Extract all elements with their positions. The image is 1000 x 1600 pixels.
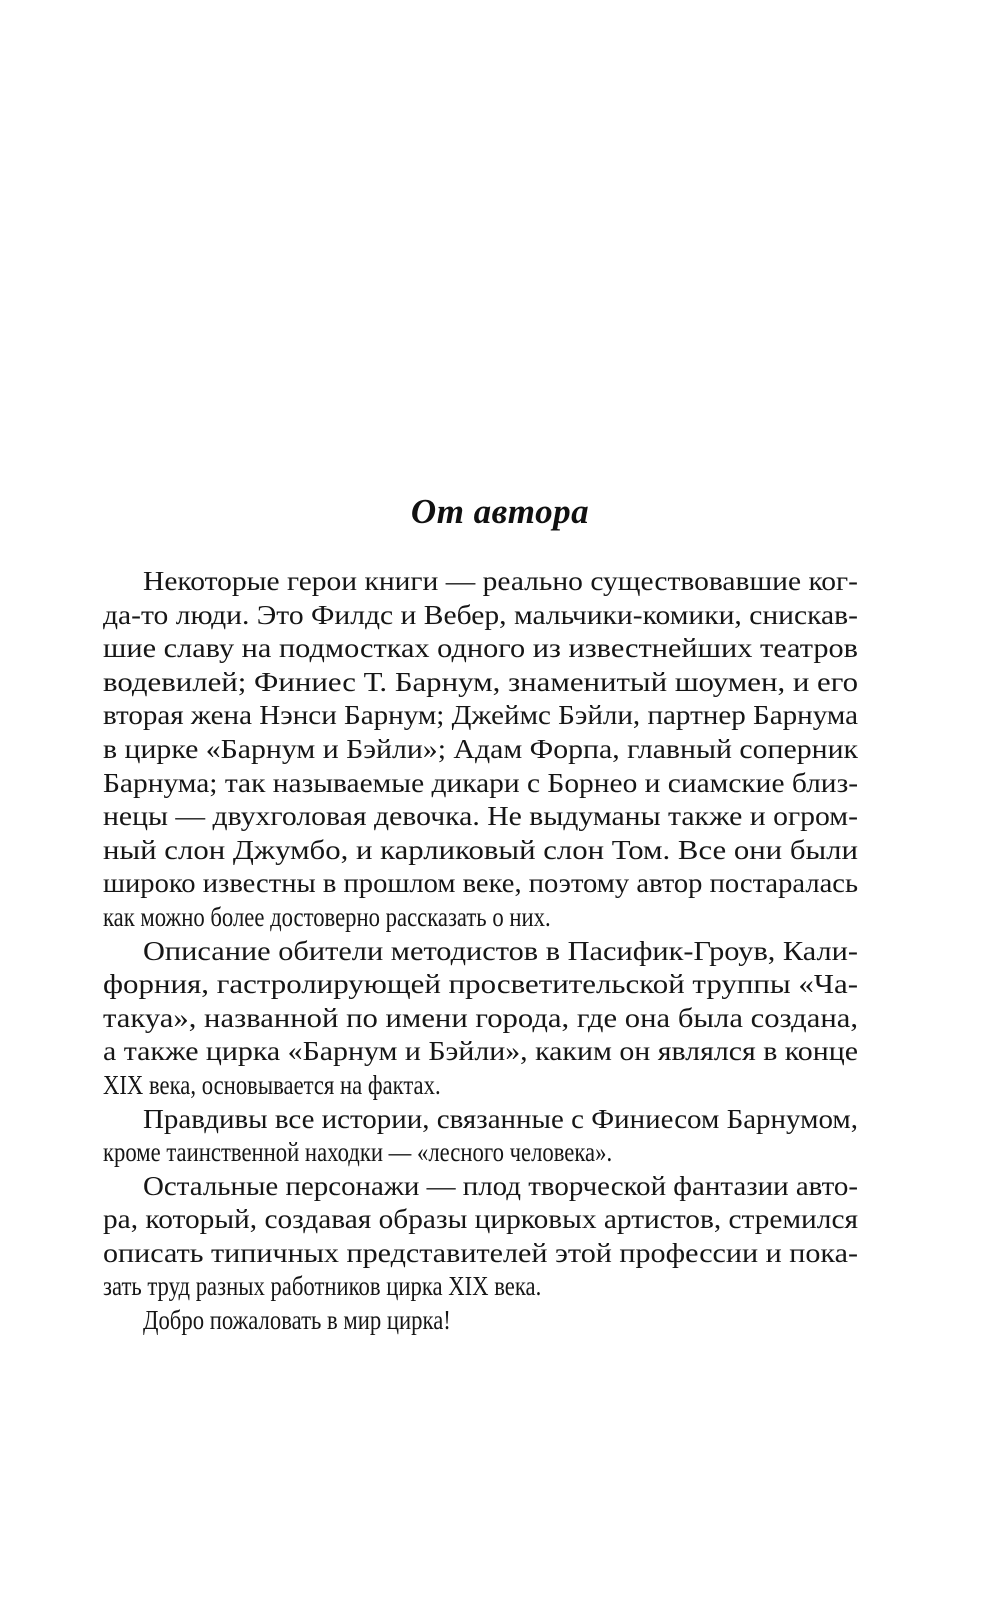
text-line [103, 800, 858, 834]
text-line-content: XIX века, основывается на фактах. [103, 1069, 441, 1100]
text-line [103, 767, 858, 801]
text-line [103, 1270, 858, 1304]
text-line-content: описать типичных представителей этой профессии и пока- [103, 1237, 859, 1268]
text-line [103, 1170, 858, 1204]
text-line [103, 565, 858, 599]
text-line-content: зать труд разных работников цирка XIX века. [103, 1271, 542, 1302]
text-line-content: кроме таинственной находки — «лесного человека». [103, 1137, 613, 1168]
text-line [103, 1002, 858, 1036]
text-line-content: да-то люди. Это Филдс и Вебер, мальчики-комики, снискав- [103, 599, 858, 630]
text-line-content: Барнума; так называемые дикари с Борнео и сиамские близ- [103, 767, 858, 798]
text-line-content: шие славу на подмостках одного из известнейших театров [103, 633, 858, 664]
text-line-content: ра, который, создавая образы цирковых артистов, стремился [103, 1204, 858, 1235]
text-line-content: ный слон Джумбо, и карликовый слон Том. Все они были [103, 834, 858, 865]
text-line [103, 867, 858, 901]
text-line [103, 733, 858, 767]
text-line-content: Добро пожаловать в мир цирка! [143, 1305, 451, 1336]
text-line [103, 935, 858, 969]
text-line-content: в цирке «Барнум и Бэйли»; Адам Форпа, главный соперник [103, 733, 858, 764]
text-line [103, 1237, 858, 1271]
text-line-content: Некоторые герои книги — реально существовавшие ког- [143, 566, 858, 596]
text-line [103, 1203, 858, 1237]
text-line [103, 1136, 858, 1170]
text-line-content: Описание обители методистов в Пасифик-Гроув, Кали- [143, 935, 858, 966]
text-line [103, 599, 858, 633]
text-line [103, 834, 858, 868]
text-line-content: Остальные персонажи — плод творческой фантазии авто- [143, 1170, 858, 1201]
text-line [103, 968, 858, 1002]
text-line-content: вторая жена Нэнси Барнум; Джеймс Бэйли, партнер Барнума [103, 700, 858, 731]
text-line [103, 901, 858, 935]
text-line-content: водевилей; Финиес Т. Барнум, знаменитый шоумен, и его [103, 666, 859, 697]
paragraph [103, 935, 858, 1103]
text-line [103, 699, 858, 733]
text-line-content: нецы — двухголовая девочка. Не выдуманы также и огром- [103, 801, 858, 832]
paragraph [103, 1103, 858, 1170]
text-line-content: как можно более достоверно рассказать о них. [103, 901, 551, 932]
text-line [103, 632, 858, 666]
text-line-content: широко известны в прошлом веке, поэтому автор постаралась [103, 868, 858, 899]
text-line-content: а также цирка «Барнум и Бэйли», каким он являлся в конце [103, 1036, 858, 1067]
text-line-content: Правдивы все истории, связанные с Финиесом Барнумом, [143, 1103, 858, 1134]
paragraph [103, 565, 858, 935]
paragraph [103, 1304, 858, 1338]
paragraph [103, 1170, 858, 1304]
chapter-title: От автора [410, 492, 590, 531]
text-line-content: такуа», названной по имени города, где она была создана, [103, 1002, 858, 1033]
text-line [103, 666, 858, 700]
text-line [103, 1304, 858, 1338]
text-line-content: форния, гастролирующей просветительской труппы «Ча- [103, 969, 859, 1000]
text-line [103, 1069, 858, 1103]
text-line [103, 1035, 858, 1069]
body-text [103, 565, 858, 1338]
text-line [103, 1103, 858, 1137]
